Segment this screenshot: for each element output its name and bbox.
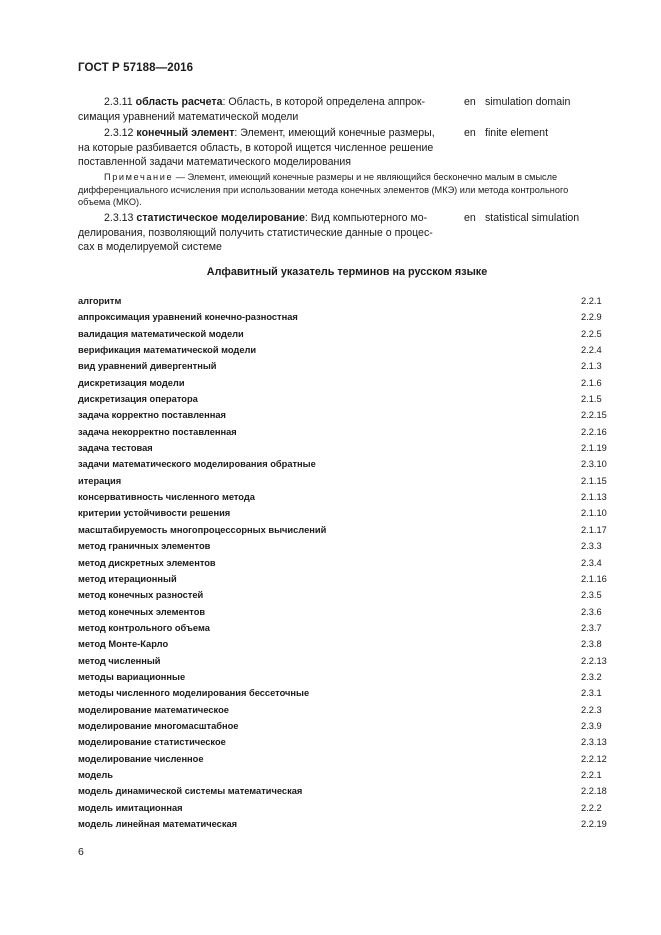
index-reference: 2.2.15 [581, 410, 607, 421]
index-term: итерация [78, 475, 122, 486]
index-entry [78, 686, 618, 702]
index-entry [78, 670, 618, 686]
index-entry [78, 392, 618, 408]
index-term: модель динамической системы математическая [78, 786, 303, 797]
term-number: 2.3.11 [104, 96, 133, 108]
term-number: 2.3.13 [104, 212, 134, 224]
index-entry [78, 719, 618, 735]
index-entry [78, 457, 618, 473]
index-entry [78, 490, 618, 506]
note-label: Примечание [104, 172, 174, 182]
note-line [78, 171, 616, 184]
index-entry [78, 343, 618, 359]
note-text: — Элемент, имеющий конечные размеры и не являющийся бесконечно малым в смысле [173, 172, 558, 182]
term-definition-start: : Вид компьютерного мо- [304, 212, 428, 224]
index-entry [78, 605, 618, 621]
index-reference: 2.3.10 [581, 459, 607, 470]
index-term: методы вариационные [78, 671, 186, 682]
index-term: метод конечных элементов [78, 606, 206, 617]
index-entry [78, 703, 618, 719]
index-term: задача тестовая [78, 443, 153, 454]
index-entry [78, 654, 618, 670]
index-entry [78, 768, 618, 784]
index-reference: 2.2.4 [581, 345, 602, 356]
index-entry [78, 784, 618, 800]
index-reference: 2.2.19 [581, 819, 607, 829]
index-title: Алфавитный указатель терминов на русском языке [206, 266, 488, 278]
term-definition-line: сах в моделируемой системе [78, 241, 222, 253]
index-reference: 2.2.16 [581, 426, 607, 437]
index-term: вид уравнений дивергентный [78, 361, 217, 372]
term-english [464, 95, 570, 110]
index-reference: 2.3.13 [581, 737, 607, 748]
index-reference: 2.3.6 [581, 606, 602, 617]
index-term: масштабируемость многопроцессорных вычислений [78, 524, 327, 535]
index-term: модель имитационная [78, 802, 183, 813]
index-reference: 2.3.4 [581, 557, 602, 568]
term-first-line [78, 95, 456, 110]
index-reference: 2.3.7 [581, 622, 602, 633]
english-term: statistical simulation [485, 212, 580, 224]
index-entry [78, 817, 618, 833]
index-term: моделирование статистическое [78, 737, 226, 748]
index-entry [78, 621, 618, 637]
index-reference: 2.2.18 [581, 786, 607, 797]
index-term: верификация математической модели [78, 345, 257, 356]
index-entry [78, 539, 618, 555]
index-term: методы численного моделирования бессеточные [78, 688, 310, 699]
term-name: конечный элемент [136, 127, 235, 139]
index-entry [78, 474, 618, 490]
index-term: задачи математического моделирования обратные [78, 459, 316, 470]
term-definition-start: : Область, в которой определена аппрок- [222, 96, 426, 108]
index-term: модель [78, 769, 114, 780]
term-english [464, 211, 579, 226]
index-term: аппроксимация уравнений конечно-разностная [78, 312, 298, 323]
term-english [464, 126, 548, 141]
standard-header: ГОСТ Р 57188—2016 [78, 62, 194, 74]
index-reference: 2.2.13 [581, 655, 607, 666]
index-term: критерии устойчивости решения [78, 508, 231, 519]
index-term: метод численный [78, 655, 161, 666]
term-definition-start: : Элемент, имеющий конечные размеры, [234, 127, 435, 139]
index-entry [78, 801, 618, 817]
index-entry [78, 376, 618, 392]
index-term: метод контрольного объема [78, 622, 210, 633]
index-term: моделирование математическое [78, 704, 229, 715]
index-term: метод итерационный [78, 573, 177, 584]
index-reference: 2.1.3 [581, 361, 602, 372]
index-reference: 2.3.9 [581, 720, 602, 731]
english-term: finite element [485, 127, 549, 139]
term-definition-line: поставленной задачи математического моделирования [78, 156, 351, 168]
index-reference: 2.1.6 [581, 377, 602, 388]
lang-code: en [464, 127, 476, 139]
index-entry [78, 425, 618, 441]
index-entry [78, 556, 618, 572]
index-term: модель линейная математическая [78, 819, 238, 829]
index-reference: 2.2.12 [581, 753, 607, 764]
index-reference: 2.1.19 [581, 443, 607, 454]
index-entry [78, 637, 618, 653]
term-name: статистическое моделирование [136, 212, 305, 224]
index-reference: 2.2.1 [581, 296, 602, 306]
index-reference: 2.3.3 [581, 541, 602, 552]
index-term: дискретизация оператора [78, 394, 198, 405]
term-number: 2.3.12 [104, 127, 134, 139]
index-entry [78, 752, 618, 768]
note-line: дифференциального исчисления при использовании метода конечных элементов (МКЭ) или метода контрольного [78, 184, 569, 195]
term-first-line [78, 211, 456, 226]
index-reference: 2.3.1 [581, 688, 602, 699]
index-term: валидация математической модели [78, 328, 244, 339]
index-term: метод дискретных элементов [78, 557, 216, 568]
index-reference: 2.1.13 [581, 492, 607, 503]
index-reference: 2.3.5 [581, 590, 602, 601]
index-term: метод Монте-Карло [78, 639, 169, 650]
term-first-line [78, 126, 456, 141]
index-reference: 2.1.17 [581, 524, 607, 535]
index-reference: 2.1.15 [581, 475, 607, 486]
index-reference: 2.1.16 [581, 573, 607, 584]
alphabetical-index [78, 294, 618, 833]
index-term: задача некорректно поставленная [78, 426, 237, 437]
index-term: дискретизация модели [78, 377, 185, 388]
term-definition-line: на которые разбивается область, в которой ищется численное решение [78, 141, 434, 154]
term-definition-line: симация уравнений математической модели [78, 110, 299, 123]
lang-code: en [464, 96, 476, 108]
index-entry [78, 523, 618, 539]
term-note [78, 171, 616, 209]
index-reference: 2.3.8 [581, 639, 602, 650]
index-entry [78, 441, 618, 457]
index-reference: 2.1.10 [581, 508, 607, 519]
note-line: объема (МКО). [78, 197, 142, 207]
index-term: задача корректно поставленная [78, 410, 226, 421]
index-entry [78, 735, 618, 751]
index-reference: 2.2.3 [581, 704, 602, 715]
index-entry [78, 327, 618, 343]
index-term: метод граничных элементов [78, 541, 211, 552]
index-entry [78, 310, 618, 326]
index-reference: 2.2.1 [581, 769, 602, 780]
term-name: область расчета [135, 96, 223, 108]
term-definition [78, 126, 456, 170]
index-reference: 2.3.2 [581, 671, 602, 682]
index-entry [78, 572, 618, 588]
index-reference: 2.2.9 [581, 312, 602, 323]
index-term: метод конечных разностей [78, 590, 204, 601]
index-reference: 2.2.2 [581, 802, 602, 813]
index-entry [78, 408, 618, 424]
index-reference: 2.2.5 [581, 328, 602, 339]
term-definition-line: делирования, позволяющий получить статистические данные о процес- [78, 226, 433, 239]
index-entry [78, 359, 618, 375]
term-definition [78, 211, 456, 255]
term-definition [78, 95, 456, 124]
index-term: алгоритм [78, 296, 122, 306]
index-term: моделирование численное [78, 753, 204, 764]
index-term: консервативность численного метода [78, 492, 255, 503]
index-entry [78, 588, 618, 604]
index-entry [78, 506, 618, 522]
lang-code: en [464, 212, 476, 224]
english-term: simulation domain [485, 96, 571, 108]
index-term: моделирование многомасштабное [78, 720, 239, 731]
index-reference: 2.1.5 [581, 394, 602, 405]
index-entry [78, 294, 618, 310]
page-number: 6 [78, 846, 84, 858]
